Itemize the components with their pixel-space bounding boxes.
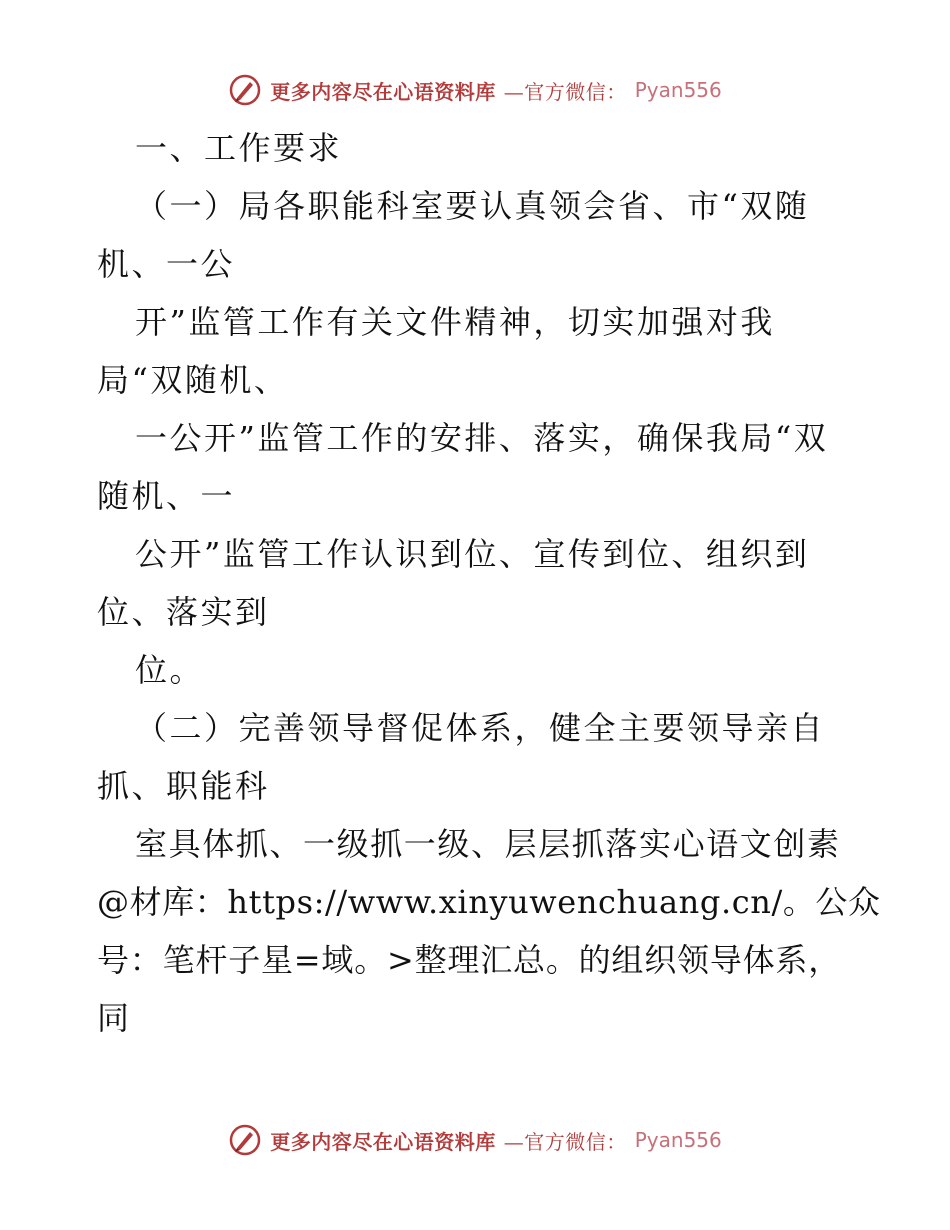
header-watermark bbox=[0, 70, 950, 110]
body-line: 位、落实到 bbox=[97, 593, 270, 631]
body-line: 机、一公 bbox=[97, 245, 236, 283]
body-line: （二）完善领导督促体系，健全主要领导亲自 bbox=[135, 709, 826, 747]
body-line: 一公开”监管工作的安排、落实，确保我局“双 bbox=[135, 419, 829, 457]
footer-watermark bbox=[0, 1120, 950, 1160]
watermark-brand: Pyan556 bbox=[634, 78, 722, 102]
body-line: @材库：https://www.xinyuwenchuang.cn/。公众 bbox=[97, 883, 881, 921]
body-line: 公开”监管工作认识到位、宣传到位、组织到 bbox=[135, 535, 810, 573]
body-line: 随机、一 bbox=[97, 477, 236, 515]
quill-circle-icon bbox=[228, 1123, 262, 1157]
quill-circle-icon bbox=[228, 73, 262, 107]
watermark-main-text: 更多内容尽在心语资料库 bbox=[270, 1129, 496, 1154]
watermark-brand: Pyan556 bbox=[634, 1128, 722, 1152]
watermark-separator-text: —官方微信： bbox=[503, 1129, 627, 1154]
body-line: 开”监管工作有关文件精神，切实加强对我 bbox=[135, 303, 775, 341]
body-line: 抓、职能科 bbox=[97, 767, 270, 805]
body-line: 局“双随机、 bbox=[97, 361, 289, 399]
body-line: （一）局各职能科室要认真领会省、市“双随 bbox=[135, 187, 810, 225]
body-line: 同 bbox=[97, 999, 132, 1037]
watermark-separator-text: —官方微信： bbox=[503, 79, 627, 104]
body-line: 位。 bbox=[135, 651, 205, 689]
watermark-main-text: 更多内容尽在心语资料库 bbox=[270, 79, 496, 104]
body-line: 一、工作要求 bbox=[135, 129, 343, 167]
body-line: 号：笔杆子星=域。>整理汇总。的组织领导体系， bbox=[97, 941, 842, 979]
body-line: 室具体抓、一级抓一级、层层抓落实心语文创素 bbox=[135, 825, 841, 863]
